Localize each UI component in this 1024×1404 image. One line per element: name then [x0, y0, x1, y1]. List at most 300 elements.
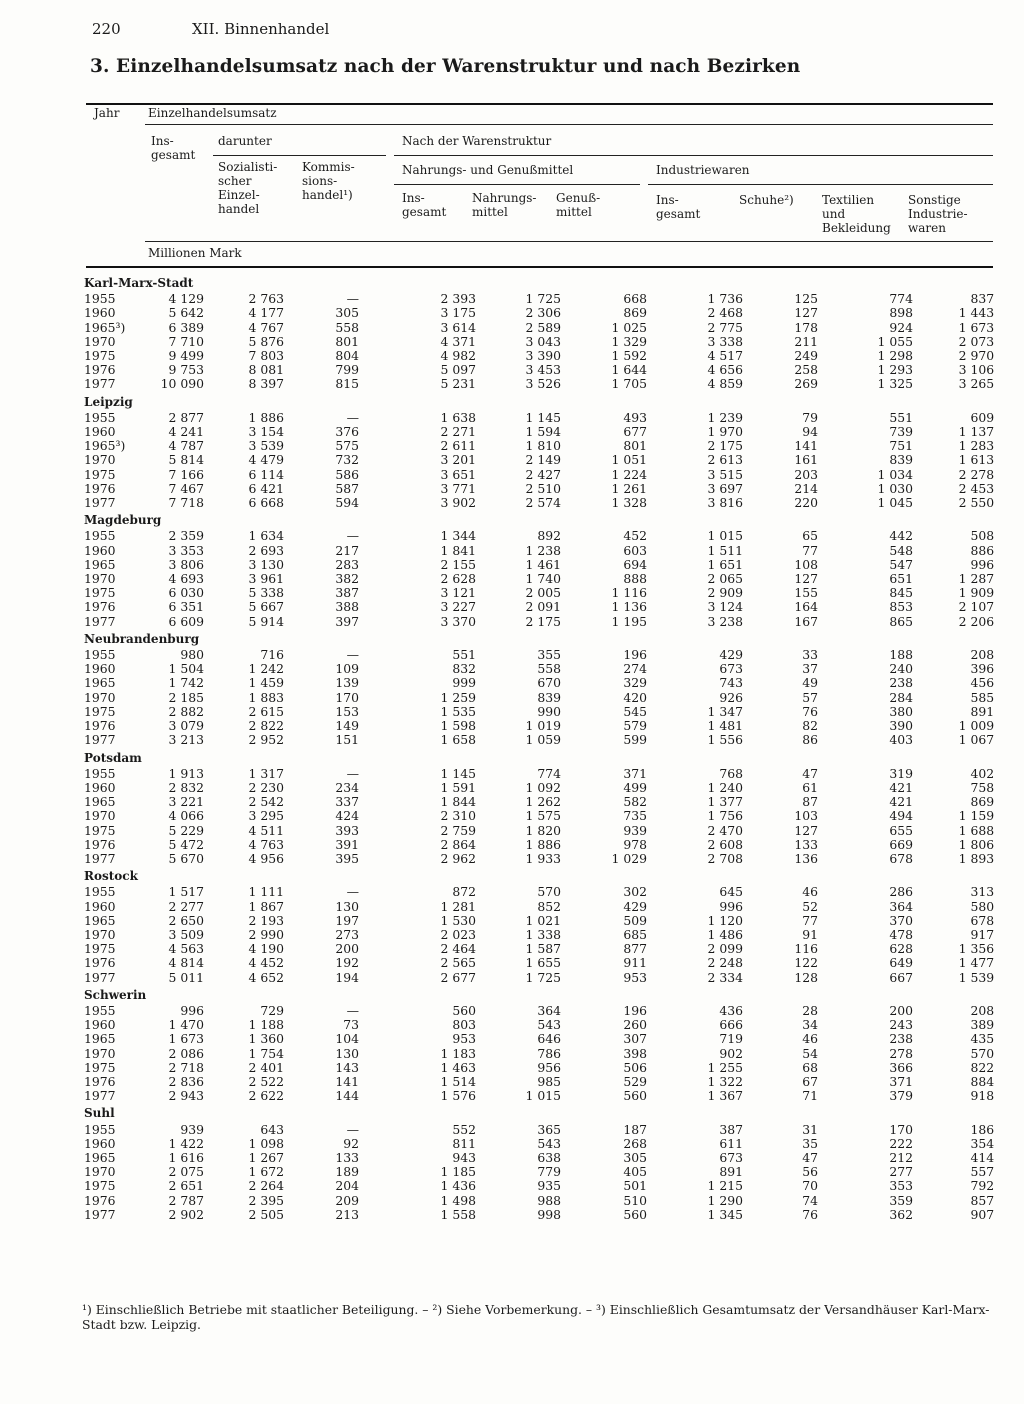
col-schuhe: Schuhe²): [739, 193, 794, 207]
value-cell: 1 422: [168, 1135, 204, 1151]
table-row: [84, 321, 994, 335]
value-cell: 845: [889, 585, 913, 601]
value-cell: 371: [889, 1073, 913, 1089]
table-row: [84, 363, 994, 377]
value-cell: 545: [623, 703, 647, 719]
value-cell: 4 652: [248, 969, 284, 985]
value-cell: 1 329: [611, 333, 647, 349]
value-cell: 1 886: [525, 836, 561, 852]
value-cell: 4 511: [248, 822, 284, 838]
value-cell: 1 558: [440, 1206, 476, 1222]
value-cell: 774: [889, 291, 913, 307]
value-cell: 1 338: [525, 926, 561, 942]
table-row: [84, 292, 994, 306]
value-cell: 4 693: [168, 571, 204, 587]
value-cell: 857: [970, 1192, 995, 1208]
header-bottom-rule: [86, 266, 993, 268]
value-cell: 2 775: [707, 319, 743, 335]
value-cell: 46: [802, 1031, 818, 1047]
year-cell: 1977: [84, 1206, 116, 1222]
value-cell: 1 137: [958, 424, 995, 440]
year-cell: 1960: [84, 424, 116, 440]
value-cell: 1 188: [248, 1017, 284, 1033]
value-cell: 1 298: [877, 348, 913, 364]
value-cell: 208: [970, 1002, 995, 1018]
value-cell: 31: [802, 1121, 818, 1137]
value-cell: 197: [335, 912, 359, 928]
value-cell: 786: [537, 1045, 561, 1061]
value-cell: 1 356: [958, 941, 995, 957]
col-sonstige: Sonstige Industrie- waren: [908, 193, 968, 235]
value-cell: 10 090: [160, 376, 204, 392]
year-cell: 1977: [84, 495, 116, 511]
year-cell: 1977: [84, 613, 116, 629]
value-cell: 560: [623, 1206, 647, 1222]
year-cell: 1976: [84, 718, 116, 734]
value-cell: 3 771: [440, 480, 476, 496]
value-cell: 611: [719, 1135, 743, 1151]
value-cell: 1 742: [168, 675, 204, 691]
value-cell: 1 539: [958, 969, 995, 985]
value-cell: 4 956: [248, 850, 284, 866]
value-cell: 186: [970, 1121, 995, 1137]
table-row: [84, 691, 994, 705]
table-row: [84, 1208, 994, 1222]
value-cell: 61: [802, 779, 818, 795]
value-cell: 4 767: [248, 319, 284, 335]
value-cell: 799: [335, 362, 359, 378]
table-row: [84, 1123, 994, 1137]
value-cell: 996: [180, 1002, 204, 1018]
value-cell: 1 634: [248, 528, 284, 544]
value-cell: 758: [970, 779, 995, 795]
value-cell: 1 867: [248, 898, 284, 914]
value-cell: 6 421: [248, 480, 284, 496]
value-cell: 1 598: [440, 718, 476, 734]
value-cell: 628: [889, 941, 913, 957]
value-cell: 108: [794, 556, 818, 572]
district-header: [84, 985, 994, 1004]
value-cell: 307: [623, 1031, 647, 1047]
rule-einzelhandel: [145, 124, 993, 125]
value-cell: 3 515: [707, 466, 743, 482]
table-row: [84, 1075, 994, 1089]
value-cell: 73: [343, 1017, 359, 1033]
value-cell: —: [346, 528, 359, 544]
value-cell: 3 539: [248, 438, 284, 454]
value-cell: 603: [623, 542, 647, 558]
value-cell: 1 183: [440, 1045, 476, 1061]
value-cell: 853: [889, 599, 913, 615]
value-cell: 1 504: [168, 661, 204, 677]
value-cell: 6 351: [168, 599, 204, 615]
value-cell: 8 397: [248, 376, 284, 392]
value-cell: 852: [537, 898, 561, 914]
table-row: [84, 1137, 994, 1151]
value-cell: 35: [802, 1135, 818, 1151]
value-cell: 999: [452, 675, 476, 691]
value-cell: 493: [623, 409, 647, 425]
value-cell: 269: [794, 376, 818, 392]
value-cell: 2 468: [707, 305, 743, 321]
value-cell: 222: [889, 1135, 913, 1151]
value-cell: 1 145: [525, 409, 561, 425]
value-cell: 1 463: [440, 1059, 476, 1075]
value-cell: 204: [335, 1178, 359, 1194]
value-cell: 278: [889, 1045, 913, 1061]
table-row: [84, 1004, 994, 1018]
table-row: [84, 971, 994, 985]
value-cell: 116: [794, 941, 818, 957]
value-cell: 196: [623, 647, 647, 663]
value-cell: 421: [889, 779, 913, 795]
table-row: [84, 586, 994, 600]
table-row: [84, 852, 994, 866]
value-cell: 52: [802, 898, 818, 914]
value-cell: 4 517: [707, 348, 743, 364]
value-cell: 2 836: [168, 1073, 204, 1089]
value-cell: —: [346, 884, 359, 900]
value-cell: 2 306: [525, 305, 561, 321]
year-cell: 1960: [84, 1017, 116, 1033]
value-cell: 200: [335, 941, 359, 957]
value-cell: 2 393: [440, 291, 476, 307]
value-cell: 4 177: [248, 305, 284, 321]
value-cell: 274: [623, 661, 647, 677]
value-cell: 2 073: [958, 333, 995, 349]
value-cell: 560: [623, 1088, 647, 1104]
value-cell: 1 317: [248, 765, 284, 781]
value-cell: 2 677: [440, 969, 476, 985]
value-cell: 371: [623, 765, 647, 781]
value-cell: 167: [794, 613, 818, 629]
value-cell: 2 510: [525, 480, 561, 496]
value-cell: 76: [802, 1206, 818, 1222]
value-cell: 402: [970, 765, 995, 781]
value-cell: 815: [335, 376, 359, 392]
value-cell: 2 505: [248, 1206, 284, 1222]
value-cell: 424: [335, 808, 359, 824]
value-cell: 2 628: [440, 571, 476, 587]
value-cell: 1 913: [168, 765, 204, 781]
value-cell: 560: [452, 1002, 476, 1018]
value-cell: —: [346, 765, 359, 781]
table-row: [84, 468, 994, 482]
value-cell: 1 377: [707, 794, 743, 810]
rule-nahrungs-genuss: [394, 184, 640, 185]
value-cell: 891: [970, 703, 995, 719]
value-cell: 670: [537, 675, 561, 691]
value-cell: 1 051: [611, 452, 647, 468]
value-cell: 1 238: [525, 542, 561, 558]
value-cell: 149: [335, 718, 359, 734]
value-cell: 1 367: [707, 1088, 743, 1104]
value-cell: 1 655: [525, 955, 561, 971]
value-cell: 2 175: [707, 438, 743, 454]
value-cell: 1 844: [440, 794, 476, 810]
value-cell: 2 206: [958, 613, 995, 629]
table-row: [84, 781, 994, 795]
value-cell: 1 025: [611, 319, 647, 335]
value-cell: 1 587: [525, 941, 561, 957]
data-table: [84, 273, 994, 1222]
year-cell: 1977: [84, 969, 116, 985]
value-cell: 1 651: [707, 556, 743, 572]
value-cell: 1 255: [707, 1059, 743, 1075]
value-cell: 364: [889, 898, 913, 914]
table-row: [84, 900, 994, 914]
value-cell: 7 718: [168, 495, 204, 511]
col-industriewaren: Industriewaren: [656, 163, 750, 177]
value-cell: 2 574: [525, 495, 561, 511]
year-cell: 1977: [84, 850, 116, 866]
value-cell: 1 806: [958, 836, 995, 852]
value-cell: 2 787: [168, 1192, 204, 1208]
value-cell: 57: [802, 689, 818, 705]
col-nahrungsmittel: Nahrungs- mittel: [472, 191, 537, 219]
value-cell: 2 278: [958, 466, 995, 482]
value-cell: 1 725: [525, 291, 561, 307]
table-row: [84, 719, 994, 733]
value-cell: 3 961: [248, 571, 284, 587]
value-cell: 943: [452, 1149, 476, 1165]
value-cell: 9 753: [168, 362, 204, 378]
table-row: [84, 885, 994, 899]
value-cell: 1 290: [707, 1192, 743, 1208]
value-cell: 1 530: [440, 912, 476, 928]
col-iw-insgesamt: Ins- gesamt: [656, 193, 701, 221]
value-cell: 751: [889, 438, 913, 454]
value-cell: 1 015: [707, 528, 743, 544]
value-cell: 3 295: [248, 808, 284, 824]
value-cell: 2 277: [168, 898, 204, 914]
rule-industriewaren: [648, 184, 993, 185]
value-cell: 811: [452, 1135, 476, 1151]
year-cell: 1975: [84, 1178, 116, 1194]
value-cell: 87: [802, 794, 818, 810]
value-cell: 587: [335, 480, 359, 496]
value-cell: 1 459: [248, 675, 284, 691]
value-cell: 953: [452, 1031, 476, 1047]
value-cell: 1 029: [611, 850, 647, 866]
year-cell: 1975: [84, 703, 116, 719]
value-cell: 3 353: [168, 542, 204, 558]
value-cell: 1 820: [525, 822, 561, 838]
year-cell: 1970: [84, 571, 116, 587]
value-cell: 366: [889, 1059, 913, 1075]
value-cell: 801: [623, 438, 647, 454]
table-row: [84, 956, 994, 970]
value-cell: 1 322: [707, 1073, 743, 1089]
year-cell: 1976: [84, 836, 116, 852]
value-cell: 1 672: [248, 1164, 284, 1180]
value-cell: 74: [802, 1192, 818, 1208]
year-cell: 1977: [84, 376, 116, 392]
year-cell: 1975: [84, 585, 116, 601]
value-cell: 3 614: [440, 319, 476, 335]
value-cell: 92: [343, 1135, 359, 1151]
value-cell: 2 271: [440, 424, 476, 440]
district-name: Neubrandenburg: [84, 631, 200, 646]
value-cell: 1 893: [958, 850, 995, 866]
value-cell: 2 718: [168, 1059, 204, 1075]
value-cell: 396: [970, 661, 995, 677]
value-cell: 1 224: [611, 466, 647, 482]
table-row: [84, 306, 994, 320]
value-cell: 178: [794, 319, 818, 335]
value-cell: 389: [970, 1017, 995, 1033]
district-header: [84, 510, 994, 529]
value-cell: 390: [889, 718, 913, 734]
value-cell: 678: [889, 850, 913, 866]
value-cell: 1 059: [525, 732, 561, 748]
value-cell: 667: [889, 969, 913, 985]
value-cell: 164: [794, 599, 818, 615]
table-row: [84, 529, 994, 543]
col-genussmittel: Genuß- mittel: [556, 191, 601, 219]
value-cell: 978: [623, 836, 647, 852]
value-cell: 4 763: [248, 836, 284, 852]
table-row: [84, 482, 994, 496]
value-cell: 5 814: [168, 452, 204, 468]
value-cell: 2 464: [440, 941, 476, 957]
value-cell: 420: [623, 689, 647, 705]
value-cell: 646: [537, 1031, 561, 1047]
value-cell: 939: [623, 822, 647, 838]
value-cell: 2 943: [168, 1088, 204, 1104]
value-cell: 144: [335, 1088, 359, 1104]
value-cell: 1 576: [440, 1088, 476, 1104]
value-cell: 9 499: [168, 348, 204, 364]
value-cell: 582: [623, 794, 647, 810]
value-cell: 669: [889, 836, 913, 852]
value-cell: 405: [623, 1164, 647, 1180]
value-cell: 1 347: [707, 703, 743, 719]
value-cell: 391: [335, 836, 359, 852]
value-cell: 891: [719, 1164, 743, 1180]
value-cell: 94: [802, 424, 818, 440]
value-cell: 1 498: [440, 1192, 476, 1208]
value-cell: 735: [623, 808, 647, 824]
value-cell: 2 759: [440, 822, 476, 838]
value-cell: 7 467: [168, 480, 204, 496]
value-cell: 319: [889, 765, 913, 781]
year-cell: 1975: [84, 466, 116, 482]
value-cell: 189: [335, 1164, 359, 1180]
table-row: [84, 1018, 994, 1032]
value-cell: 558: [335, 319, 359, 335]
value-cell: 2 962: [440, 850, 476, 866]
year-cell: 1970: [84, 808, 116, 824]
value-cell: 2 542: [248, 794, 284, 810]
value-cell: 4 371: [440, 333, 476, 349]
year-cell: 1965: [84, 794, 116, 810]
value-cell: 2 970: [958, 348, 995, 364]
value-cell: 5 876: [248, 333, 284, 349]
value-cell: 1 883: [248, 689, 284, 705]
value-cell: 3 453: [525, 362, 561, 378]
year-cell: 1976: [84, 955, 116, 971]
year-cell: 1977: [84, 732, 116, 748]
value-cell: 1 344: [440, 528, 476, 544]
value-cell: 907: [970, 1206, 995, 1222]
value-cell: 403: [889, 732, 913, 748]
value-cell: 1 511: [707, 542, 743, 558]
value-cell: 832: [452, 661, 476, 677]
table-body: [84, 273, 994, 1222]
value-cell: 594: [335, 495, 359, 511]
value-cell: 719: [719, 1031, 743, 1047]
value-cell: 839: [537, 689, 561, 705]
value-cell: 1 725: [525, 969, 561, 985]
table-row: [84, 425, 994, 439]
value-cell: 548: [889, 542, 913, 558]
value-cell: 1 644: [611, 362, 647, 378]
district-name: Schwerin: [84, 987, 147, 1002]
value-cell: 1 215: [707, 1178, 743, 1194]
value-cell: 552: [452, 1121, 476, 1137]
value-cell: 2 075: [168, 1164, 204, 1180]
value-cell: 1 242: [248, 661, 284, 677]
value-cell: 1 067: [958, 732, 995, 748]
value-cell: 1 594: [525, 424, 561, 440]
value-cell: 2 877: [168, 409, 204, 425]
value-cell: 4 479: [248, 452, 284, 468]
value-cell: 8 081: [248, 362, 284, 378]
value-cell: 998: [537, 1206, 561, 1222]
value-cell: 2 832: [168, 779, 204, 795]
value-cell: 209: [335, 1192, 359, 1208]
value-cell: 127: [794, 571, 818, 587]
value-cell: 803: [452, 1017, 476, 1033]
year-cell: 1965: [84, 556, 116, 572]
value-cell: 364: [537, 1002, 561, 1018]
value-cell: 1 098: [248, 1135, 284, 1151]
value-cell: 3 221: [168, 794, 204, 810]
col-insgesamt: Ins- gesamt: [151, 134, 196, 162]
value-cell: 5 338: [248, 585, 284, 601]
value-cell: 1 120: [707, 912, 743, 928]
value-cell: 2 608: [707, 836, 743, 852]
value-cell: 884: [970, 1073, 995, 1089]
value-cell: 1 517: [168, 884, 204, 900]
year-cell: 1960: [84, 542, 116, 558]
value-cell: 155: [794, 585, 818, 601]
value-cell: 575: [335, 438, 359, 454]
value-cell: 609: [970, 409, 995, 425]
value-cell: 362: [889, 1206, 913, 1222]
value-cell: 220: [794, 495, 818, 511]
value-cell: 939: [180, 1121, 204, 1137]
table-row: [84, 349, 994, 363]
value-cell: 673: [719, 1149, 743, 1165]
value-cell: 143: [335, 1059, 359, 1075]
value-cell: 436: [719, 1002, 743, 1018]
value-cell: 2 065: [707, 571, 743, 587]
value-cell: 104: [335, 1031, 359, 1047]
value-cell: 109: [335, 661, 359, 677]
value-cell: 547: [889, 556, 913, 572]
value-cell: 5 472: [168, 836, 204, 852]
value-cell: 243: [889, 1017, 913, 1033]
value-cell: 355: [537, 647, 561, 663]
value-cell: 5 642: [168, 305, 204, 321]
table-row: [84, 942, 994, 956]
district-name: Magdeburg: [84, 513, 162, 528]
value-cell: 6 668: [248, 495, 284, 511]
value-cell: 387: [719, 1121, 743, 1137]
value-cell: 284: [889, 689, 913, 705]
